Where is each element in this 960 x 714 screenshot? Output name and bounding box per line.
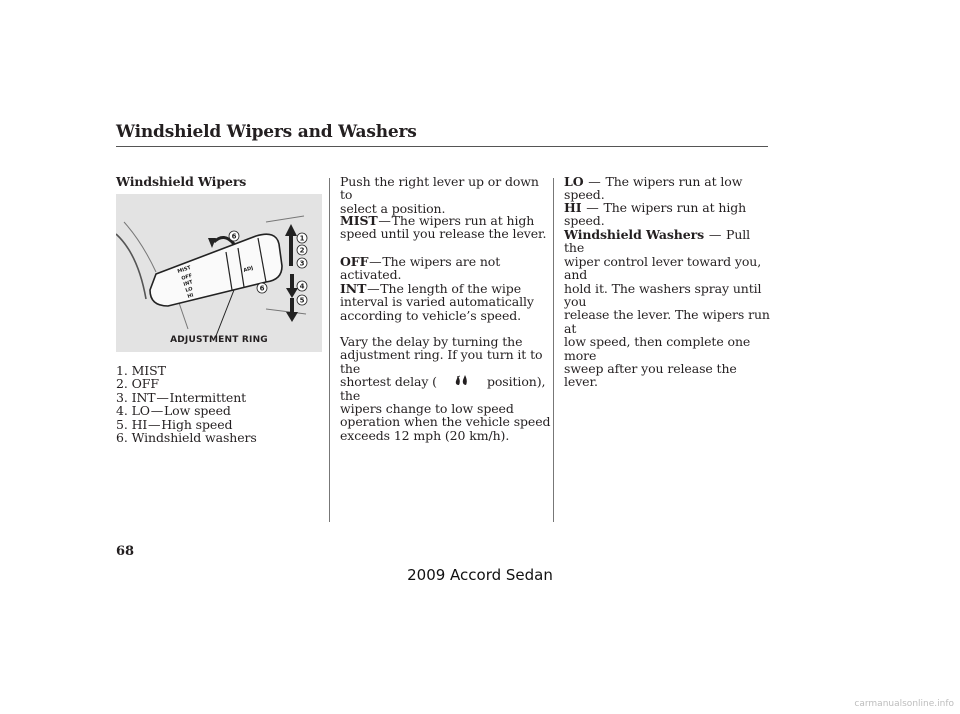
- callout-2: 2: [299, 246, 305, 255]
- callout-4: 4: [299, 282, 305, 291]
- term-mist: MIST: [340, 213, 378, 228]
- switch-label-off: OFF: [180, 272, 194, 282]
- column-divider-right: [553, 178, 554, 522]
- switch-label-lo: LO: [184, 285, 194, 294]
- section-heading-wipers: Windshield Wipers: [116, 174, 247, 189]
- mist-paragraph: MIST—The wipers run at high speed until you release the lever.: [340, 213, 547, 242]
- callout-1: 1: [299, 234, 305, 243]
- footer-model: 2009 Accord Sedan: [407, 566, 553, 584]
- callout-6: 6: [259, 284, 265, 293]
- int-paragraph: INT—The length of the wipe interval is varied automatically according to vehicle’s speed.: [340, 281, 534, 323]
- callout-6-top: 6: [231, 232, 237, 241]
- intro-paragraph: Push the right lever up or down to select a position.: [340, 174, 539, 216]
- legend-item: 4. LO—Low speed: [116, 403, 231, 419]
- title-rule: [116, 146, 768, 147]
- wiper-lever-illustration: [116, 194, 322, 352]
- adjustment-ring-leader: [216, 290, 234, 336]
- page-title: Windshield Wipers and Washers: [116, 122, 417, 142]
- legend-item: 5. HI—High speed: [116, 416, 233, 432]
- page-number: 68: [116, 544, 135, 559]
- legend-item: 2. OFF: [116, 376, 159, 392]
- vary-paragraph: Vary the delay by turning the adjustment ring. If you turn it to the shortest delay ( position), the wipers change to low speed operation when the vehicle speed exceeds 12 mph (20 km/h).: [340, 334, 551, 443]
- adjustment-ring-label: ADJUSTMENT RING: [170, 335, 268, 345]
- off-paragraph: OFF—The wipers are not activated.: [340, 254, 501, 283]
- hi-paragraph: HI — The wipers run at high speed.: [564, 200, 747, 229]
- column-divider-left: [329, 178, 330, 522]
- callout-5: 5: [299, 296, 305, 305]
- legend-list: [116, 364, 257, 444]
- callout-3: 3: [299, 259, 305, 268]
- term-hi: HI: [564, 200, 582, 215]
- term-windshield-washers: Windshield Washers: [564, 227, 705, 242]
- legend-item: 1. MIST: [116, 363, 166, 378]
- switch-label-mist: MIST: [176, 264, 192, 275]
- steering-wheel-edge: [116, 234, 146, 299]
- term-lo: LO: [564, 174, 584, 189]
- switch-label-int: INT: [182, 279, 194, 288]
- legend-item: 6. Windshield washers: [116, 430, 257, 446]
- watermark: carmanualsonline.info: [854, 699, 954, 709]
- switch-label-adj: ADJ: [242, 265, 255, 274]
- wiper-lever-drawing: [116, 194, 322, 352]
- legend-item: 3. INT—Intermittent: [116, 389, 247, 405]
- wiper-lever: [150, 234, 282, 306]
- switch-label-hi: HI: [186, 292, 195, 300]
- lo-paragraph: LO — The wipers run at low speed.: [564, 174, 743, 203]
- term-int: INT: [340, 281, 367, 296]
- washers-paragraph: Windshield Washers — Pull the wiper control lever toward you, and hold it. The washers spray until you release the lever. The wipers run at low speed, then complete one more sweep after you release the lever.: [564, 227, 770, 390]
- term-off: OFF: [340, 254, 369, 269]
- intermittent-delay-icon: [437, 375, 487, 388]
